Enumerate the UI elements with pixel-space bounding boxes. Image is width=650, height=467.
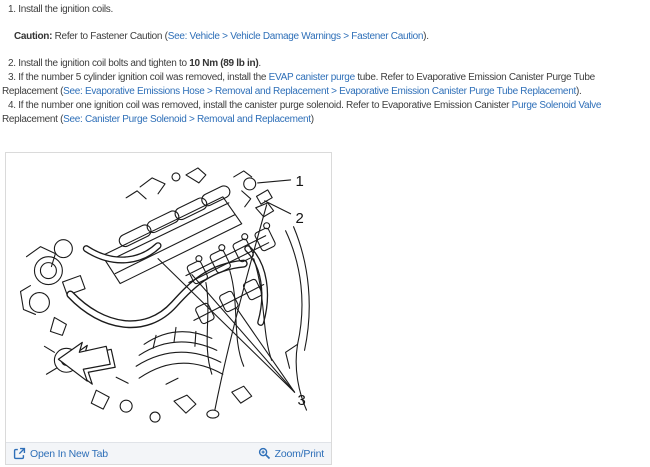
purge-tube-replacement-link[interactable]: See: Evaporative Emissions Hose > Removal and Replacement > Evaporative Emission Canister Purge Tube Replacement xyxy=(63,86,576,97)
item-text-end: . xyxy=(258,58,261,69)
caution-label: Caution: xyxy=(14,31,53,42)
item-text-end: ). xyxy=(575,86,582,97)
instruction-item-2 xyxy=(2,57,648,71)
engine-diagram xyxy=(6,153,331,442)
instruction-item-3 xyxy=(2,71,648,99)
item-text: If the number one ignition coil was removed, install the canister purge solenoid. Refer to Evaporative Emission Canister xyxy=(18,100,512,111)
item-number: 1. xyxy=(8,4,16,15)
purge-solenoid-valve-link[interactable]: Purge Solenoid Valve xyxy=(511,100,602,111)
item-number: 4. xyxy=(8,100,16,111)
item-text: Replacement ( xyxy=(2,114,64,125)
caution-note xyxy=(2,30,648,44)
canister-purge-solenoid-link[interactable]: See: Canister Purge Solenoid > Removal and Replacement xyxy=(63,114,311,125)
figure-toolbar xyxy=(6,442,331,464)
evap-canister-purge-link[interactable]: EVAP canister purge xyxy=(268,72,355,83)
open-in-new-tab-icon xyxy=(13,447,26,460)
zoom-print-label: Zoom/Print xyxy=(274,447,324,460)
torque-spec: 10 Nm (89 lb in) xyxy=(189,58,259,69)
callout-2: 2 xyxy=(295,209,304,227)
engine-line-art-svg xyxy=(6,153,331,442)
instruction-item-4 xyxy=(2,99,648,127)
instruction-list xyxy=(0,0,650,127)
item-text: Install the ignition coils. xyxy=(18,4,113,15)
item-number: 2. xyxy=(8,58,16,69)
item-number: 3. xyxy=(8,72,16,83)
caution-text: Refer to Fastener Caution ( xyxy=(52,31,168,42)
fastener-caution-link[interactable]: See: Vehicle > Vehicle Damage Warnings > Fastener Caution xyxy=(167,31,424,42)
item-text: If the number 5 cylinder ignition coil was removed, install the xyxy=(18,72,269,83)
item-text-end: ) xyxy=(310,114,314,125)
zoom-print-link[interactable] xyxy=(258,447,324,461)
callout-3: 3 xyxy=(297,392,306,410)
open-in-new-tab-link[interactable] xyxy=(13,447,108,461)
caution-text-end: ). xyxy=(423,31,429,42)
item-text: Install the ignition coil bolts and tighten to xyxy=(18,58,190,69)
open-in-new-tab-label: Open In New Tab xyxy=(30,447,108,460)
magnifier-icon xyxy=(258,447,271,460)
callout-1: 1 xyxy=(295,172,304,190)
item-text: tube. Refer to Evaporative Emission Canister Purge Tube Replacement ( xyxy=(2,72,595,97)
figure-panel xyxy=(5,152,332,465)
instruction-item-1 xyxy=(2,3,648,17)
